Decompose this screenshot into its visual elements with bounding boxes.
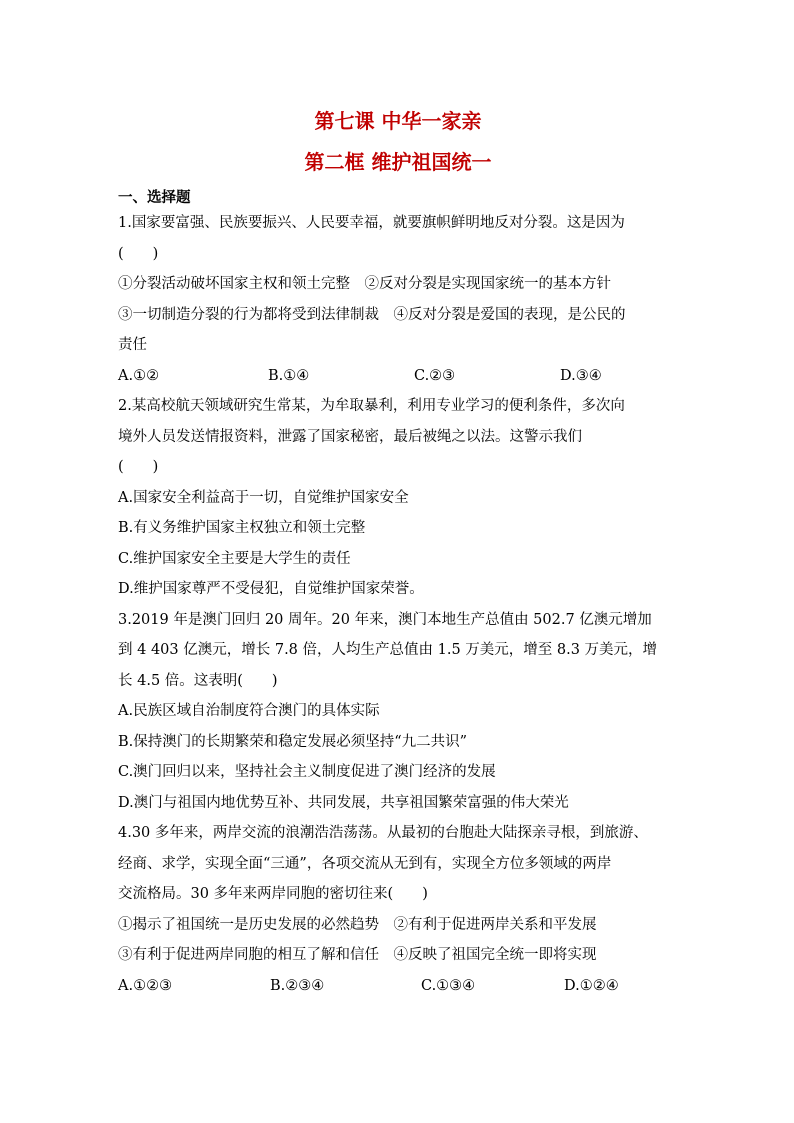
question-stem-line: 到 4 403 亿澳元，增长 7.8 倍，人均生产总值由 1.5 万美元，增至 8.3 万美元，增 (118, 642, 658, 658)
option-a[interactable]: A.国家安全利益高于一切，自觉维护国家安全 (118, 489, 409, 506)
option-c[interactable]: C.维护国家安全主要是大学生的责任 (118, 550, 351, 567)
question-list (118, 208, 678, 1001)
lesson-title: 第七课 中华一家亲 (314, 109, 482, 133)
question-stem-line: 境外人员发送情报资料，泄露了国家秘密，最后被绳之以法。这警示我们 (118, 428, 582, 445)
question-stem-line: 1.国家要富强、民族要振兴、人民要幸福，就要旗帜鲜明地反对分裂。这是因为 (118, 215, 625, 231)
question-stem-line: 2.某高校航天领域研究生常某，为牟取暴利，利用专业学习的便利条件，多次向 (118, 398, 625, 414)
option-a[interactable]: A.①②③ (118, 977, 173, 994)
statement-line: ①分裂活动破坏国家主权和领土完整 ②反对分裂是实现国家统一的基本方针 (118, 276, 611, 292)
option-b[interactable]: B.有义务维护国家主权独立和领土完整 (118, 520, 366, 536)
question-stem-line: 长 4.5 倍。这表明( ) (118, 672, 278, 689)
question-1 (118, 208, 678, 391)
option-b[interactable]: B.②③④ (270, 977, 325, 994)
question-stem-line: 3.2019 年是澳门回归 20 周年。20 年来，澳门本地生产总值由 502.7 亿澳元增加 (118, 611, 652, 628)
statement-line: ③有利于促进两岸同胞的相互了解和信任 ④反映了祖国完全统一即将实现 (118, 947, 597, 963)
statement-line: 责任 (118, 337, 147, 353)
question-4 (118, 818, 678, 1001)
option-c[interactable]: C.②③ (414, 367, 456, 384)
options-row (118, 971, 678, 1002)
option-d[interactable]: D.维护国家尊严不受侵犯，自觉维护国家荣誉。 (118, 581, 424, 597)
section-title: 一、选择题 (118, 190, 191, 206)
statement-line: ①揭示了祖国统一是历史发展的必然趋势 ②有利于促进两岸关系和平发展 (118, 916, 597, 933)
answer-blank: ( ) (118, 245, 159, 262)
option-d[interactable]: D.澳门与祖国内地优势互补、共同发展，共享祖国繁荣富强的伟大荣光 (118, 794, 569, 811)
option-a[interactable]: A.①② (118, 367, 160, 384)
option-c[interactable]: C.①③④ (421, 977, 476, 994)
options-row (118, 361, 678, 392)
option-c[interactable]: C.澳门回归以来，坚持社会主义制度促进了澳门经济的发展 (118, 764, 496, 780)
answer-blank: ( ) (118, 459, 159, 475)
question-stem-line: 交流格局。30 多年来两岸同胞的密切往来( ) (118, 886, 428, 902)
statement-line: ③一切制造分裂的行为都将受到法律制裁 ④反对分裂是爱国的表现，是公民的 (118, 306, 626, 323)
question-stem-line: 4.30 多年来，两岸交流的浪潮浩浩荡荡。从最初的台胞赴大陆探亲寻根，到旅游、 (118, 825, 648, 841)
question-stem-line: 经商、求学，实现全面“三通”，各项交流从无到有，实现全方位多领域的两岸 (118, 855, 612, 872)
option-b[interactable]: B.保持澳门的长期繁荣和稳定发展必须坚持“九二共识” (118, 733, 468, 750)
question-3 (118, 605, 678, 819)
option-b[interactable]: B.①④ (268, 367, 310, 384)
option-d[interactable]: D.①②④ (564, 977, 619, 994)
question-2 (118, 391, 678, 605)
option-a[interactable]: A.民族区域自治制度符合澳门的具体实际 (118, 703, 380, 719)
frame-title: 第二框 维护祖国统一 (304, 150, 492, 174)
option-d[interactable]: D.③④ (560, 367, 602, 384)
